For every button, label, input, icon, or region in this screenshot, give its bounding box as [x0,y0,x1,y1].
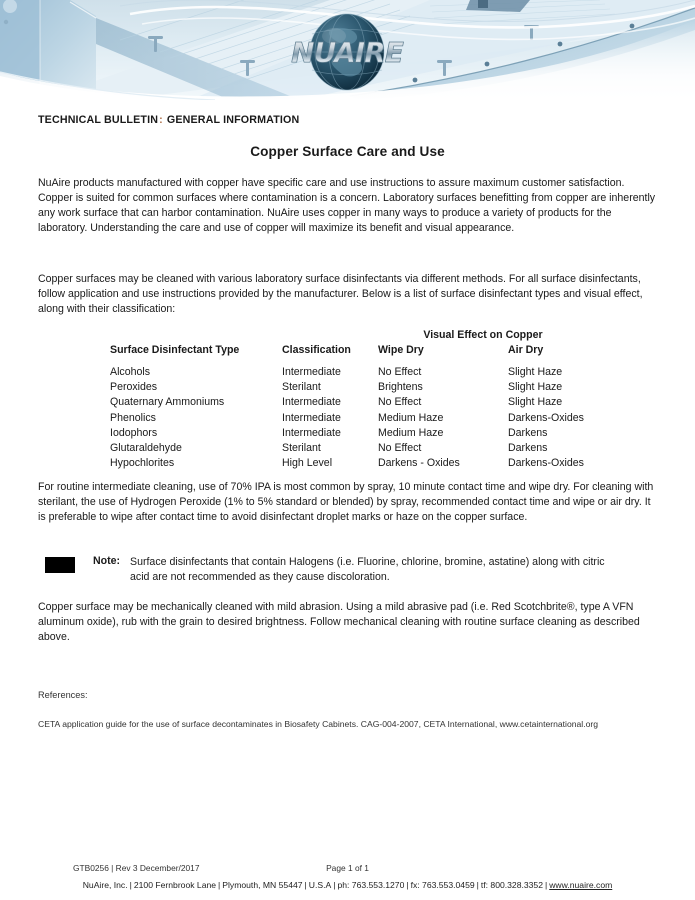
cell-air-dry: Slight Haze [508,366,563,378]
table-group-header-row [110,328,610,343]
footer-document-id: GTB0256 | Rev 3 December/2017 [73,863,200,873]
cell-type: Iodophors [110,426,158,439]
cell-classification: High Level [282,457,333,470]
references-label: References: [38,690,88,700]
footer-city-state-zip: Plymouth, MN 55447 [222,880,303,890]
cell-wipe-dry: No Effect [378,441,422,454]
page-footer [0,863,695,890]
table-group-header-visual-effect: Visual Effect on Copper [423,329,543,341]
cell-type: Glutaraldehyde [110,441,182,454]
bulletin-suffix: GENERAL INFORMATION [166,114,300,126]
disinfectant-table [110,328,610,471]
footer-separator: | [333,880,336,890]
footer-top-row [0,863,695,877]
cell-air-dry: Slight Haze [508,381,563,394]
cell-air-dry: Darkens [508,441,548,454]
table-header-wipe-dry: Wipe Dry [378,344,424,356]
paragraph-routine-cleaning: For routine intermediate cleaning, use of 70% IPA is most common by spray, 10 minute contact time and wipe dry. For cleaning with sterilant, the use of Hydrogen Peroxide (1% to 5% standard or blended) by spray, recommended contact time and wipe or air dry. It is preferable to wipe after contact time to avoid disinfectant droplet marks or haze on the copper surface. [38,481,654,524]
footer-toll-free: tf: 800.328.3352 [480,880,543,890]
cell-type: Peroxides [110,381,158,394]
table-row [110,456,610,471]
svg-text:NUAIRE: NUAIRE [291,36,403,69]
cell-classification: Intermediate [282,396,341,409]
cell-wipe-dry: Brightens [378,381,423,394]
page-title: Copper Surface Care and Use [250,144,445,159]
footer-website-link[interactable]: www.nuaire.com [549,880,613,890]
footer-separator: | [304,880,307,890]
table-row [110,380,610,395]
table-row [110,426,610,441]
footer-company: NuAire, Inc. [82,880,128,890]
cell-wipe-dry: No Effect [378,366,422,378]
cell-classification: Intermediate [282,411,341,424]
bulletin-prefix: TECHNICAL BULLETIN [38,114,159,126]
header-banner [0,0,695,100]
footer-contact-row [0,880,695,890]
cell-wipe-dry: No Effect [378,396,422,409]
cell-classification: Intermediate [282,426,341,439]
table-header-type: Surface Disinfectant Type [110,344,240,356]
table-row [110,395,610,410]
cell-type: Quaternary Ammoniums [110,396,225,409]
table-body [110,365,610,471]
table-header-classification: Classification [282,344,351,356]
cell-type: Phenolics [110,411,156,424]
footer-separator: | [544,880,548,890]
footer-country: U.S.A [308,880,332,890]
bulletin-separator: : [159,114,163,126]
cell-air-dry: Slight Haze [508,396,563,409]
cell-wipe-dry: Darkens - Oxides [378,457,460,470]
footer-separator: | [129,880,132,890]
table-header-air-dry: Air Dry [508,344,544,356]
footer-separator: | [406,880,409,890]
footer-page-number: Page 1 of 1 [326,863,369,873]
cell-wipe-dry: Medium Haze [378,426,444,439]
note-text: Surface disinfectants that contain Halogens (i.e. Fluorine, chlorine, bromine, astatine) along with citric acid are not recommended as they cause discoloration. [130,556,605,584]
cell-type: Alcohols [110,366,151,378]
table-header-row [110,343,610,359]
table-row [110,411,610,426]
footer-phone: ph: 763.553.1270 [337,880,405,890]
paragraph-intro: NuAire products manufactured with copper have specific care and use instructions to assure maximum customer satisfaction. Copper is suited for common surfaces where contamination is a concern. Laboratory surfaces benefitting from copper are inherently any work surface that can harbor contamination. NuAire uses copper in many ways to produce a variety of products for the laboratory. Understanding the care and use of copper will maximize its benefit and visual appearance. [38,177,656,235]
cell-air-dry: Darkens [508,426,548,439]
note-label: Note: [93,555,121,567]
footer-separator: | [476,880,479,890]
cell-air-dry: Darkens-Oxides [508,411,584,424]
references-citation: CETA application guide for the use of surface decontaminates in Biosafety Cabinets. CAG-004-2007, CETA International, www.cetainternational.org [38,719,599,729]
cell-classification: Sterilant [282,381,321,394]
table-row [110,365,610,380]
paragraph-cleaning-intro: Copper surfaces may be cleaned with various laboratory surface disinfectants via different methods. For all surface disinfectants, follow application and use instructions provided by the manufacturer. Below is a list of surface disinfectant types and visual effect, along with their classification: [38,273,643,316]
cell-classification: Sterilant [282,441,321,454]
footer-address: 2100 Fernbrook Lane [133,880,217,890]
cell-type: Hypochlorites [110,457,175,470]
table-row [110,441,610,456]
cell-air-dry: Darkens-Oxides [508,457,584,470]
cell-wipe-dry: Medium Haze [378,411,444,424]
note-callout [45,555,645,591]
cell-classification: Intermediate [282,366,341,378]
banner-image [0,0,695,100]
footer-fax: fx: 763.553.0459 [410,880,475,890]
paragraph-mechanical-cleaning: Copper surface may be mechanically cleaned with mild abrasion. Using a mild abrasive pad (i.e. Red Scotchbrite®, type A VFN aluminum oxide), rub with the grain to desired brightness. Follow mechanical cleaning with routine surface cleaning as described above. [38,601,640,644]
bulletin-header [38,114,299,126]
note-marker-icon [45,557,75,573]
footer-separator: | [218,880,221,890]
